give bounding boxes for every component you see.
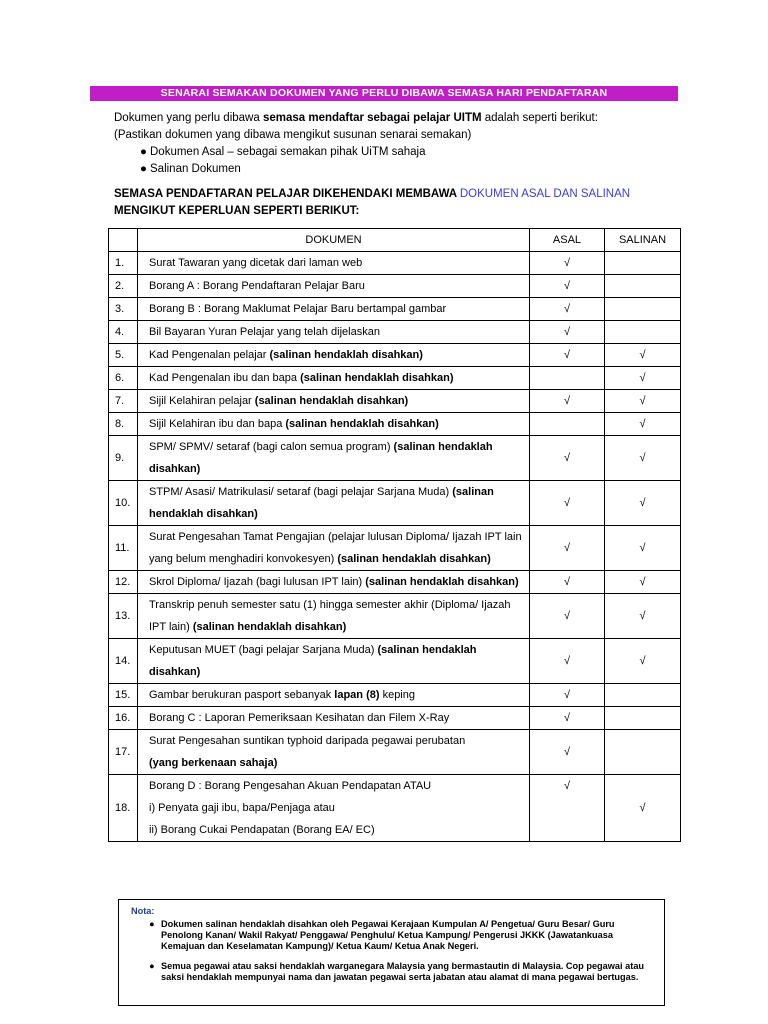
table-row xyxy=(109,639,681,684)
document-cell: Sijil Kelahiran ibu dan bapa (salinan hendaklah disahkan) xyxy=(138,413,530,436)
row-number: 1. xyxy=(109,252,138,275)
asal-check: √ xyxy=(530,707,605,730)
document-cell: Surat Tawaran yang dicetak dari laman web xyxy=(138,252,530,275)
salinan-check xyxy=(605,321,681,344)
asal-check: √ xyxy=(530,252,605,275)
salinan-check: √ xyxy=(605,481,681,526)
asal-check: √ xyxy=(530,275,605,298)
document-cell: Gambar berukuran pasport sebanyak lapan (8) keping xyxy=(138,684,530,707)
row-number: 7. xyxy=(109,390,138,413)
row-number: 8. xyxy=(109,413,138,436)
asal-check: √ xyxy=(530,321,605,344)
table-row xyxy=(109,684,681,707)
document-cell: SPM/ SPMV/ setaraf (bagi calon semua program) (salinan hendaklah disahkan) xyxy=(138,436,530,481)
page-title-banner: SENARAI SEMAKAN DOKUMEN YANG PERLU DIBAWA SEMASA HARI PENDAFTARAN xyxy=(90,86,678,101)
document-cell: Sijil Kelahiran pelajar (salinan hendaklah disahkan) xyxy=(138,390,530,413)
row-number: 9. xyxy=(109,436,138,481)
row-number: 4. xyxy=(109,321,138,344)
salinan-check: √ xyxy=(605,390,681,413)
asal-check: √ xyxy=(530,684,605,707)
document-cell: Transkrip penuh semester satu (1) hingga semester akhir (Diploma/ Ijazah IPT lain) (salinan hendaklah disahkan) xyxy=(138,594,530,639)
table-row xyxy=(109,730,681,775)
asal-check: √ xyxy=(530,594,605,639)
document-cell: Borang D : Borang Pengesahan Akuan Pendapatan ATAU i) Penyata gaji ibu, bapa/Penjaga atau ii) Borang Cukai Pendapatan (Borang EA/ EC) xyxy=(138,775,530,842)
requirement-text: SEMASA PENDAFTARAN PELAJAR DIKEHENDAKI MEMBAWA DOKUMEN ASAL DAN SALINAN MENGIKUT KEPERLUAN SEPERTI BERIKUT: xyxy=(114,188,631,217)
table-header-row xyxy=(109,229,681,252)
document-cell: Keputusan MUET (bagi pelajar Sarjana Muda) (salinan hendaklah disahkan) xyxy=(138,639,530,684)
requirement-highlight: DOKUMEN ASAL DAN SALINAN xyxy=(459,188,631,200)
table-row xyxy=(109,321,681,344)
table-row xyxy=(109,594,681,639)
salinan-check: √ xyxy=(605,571,681,594)
row-number: 16. xyxy=(109,707,138,730)
asal-check: √ xyxy=(530,639,605,684)
salinan-check: √ xyxy=(605,639,681,684)
table-row xyxy=(109,526,681,571)
header-asal: ASAL xyxy=(530,229,605,252)
bullet-icon: ● xyxy=(149,919,155,929)
table-row xyxy=(109,275,681,298)
asal-check: √ xyxy=(530,775,605,842)
row-number: 6. xyxy=(109,367,138,390)
asal-check: √ xyxy=(530,481,605,526)
salinan-check: √ xyxy=(605,775,681,842)
row-number: 10. xyxy=(109,481,138,526)
salinan-check: √ xyxy=(605,367,681,390)
salinan-check xyxy=(605,252,681,275)
salinan-check xyxy=(605,298,681,321)
salinan-check xyxy=(605,707,681,730)
asal-check: √ xyxy=(530,571,605,594)
intro-bullet-list xyxy=(114,144,694,178)
note-box xyxy=(118,899,665,1006)
document-cell: Skrol Diploma/ Ijazah (bagi lulusan IPT lain) (salinan hendaklah disahkan) xyxy=(138,571,530,594)
document-cell: Surat Pengesahan suntikan typhoid daripada pegawai perubatan (yang berkenaan sahaja) xyxy=(138,730,530,775)
asal-check xyxy=(530,367,605,390)
document-cell: STPM/ Asasi/ Matrikulasi/ setaraf (bagi pelajar Sarjana Muda) (salinan hendaklah disahkan) xyxy=(138,481,530,526)
table-row xyxy=(109,252,681,275)
salinan-check: √ xyxy=(605,436,681,481)
note-title: Nota: xyxy=(131,906,155,916)
intro-line-2: (Pastikan dokumen yang dibawa mengikut susunan senarai semakan) xyxy=(114,129,472,141)
row-number: 5. xyxy=(109,344,138,367)
header-no xyxy=(109,229,138,252)
table-row xyxy=(109,390,681,413)
table-row xyxy=(109,298,681,321)
table-row xyxy=(109,775,681,842)
list-item: ● Salinan Dokumen xyxy=(114,161,694,178)
row-number: 2. xyxy=(109,275,138,298)
document-checklist-table xyxy=(108,228,681,842)
asal-check: √ xyxy=(530,730,605,775)
asal-check xyxy=(530,413,605,436)
asal-check: √ xyxy=(530,298,605,321)
bullet-icon: ● xyxy=(140,146,147,158)
table-row xyxy=(109,344,681,367)
salinan-check: √ xyxy=(605,413,681,436)
row-number: 14. xyxy=(109,639,138,684)
table-row xyxy=(109,481,681,526)
table-row xyxy=(109,413,681,436)
document-cell: Borang A : Borang Pendaftaran Pelajar Baru xyxy=(138,275,530,298)
list-item: ● Semua pegawai atau saksi hendaklah warganegara Malaysia yang bermastautin di Malaysia. Cop pegawai atau saksi hendaklah mempunyai nama dan jawatan pegawai serta jabatan atau alamat di mana pegawai bertugas. xyxy=(149,961,645,982)
row-number: 3. xyxy=(109,298,138,321)
asal-check: √ xyxy=(530,344,605,367)
table-row xyxy=(109,707,681,730)
document-cell: Kad Pengenalan pelajar (salinan hendaklah disahkan) xyxy=(138,344,530,367)
row-number: 11. xyxy=(109,526,138,571)
asal-check: √ xyxy=(530,436,605,481)
bullet-icon: ● xyxy=(149,961,155,971)
table-row xyxy=(109,367,681,390)
asal-check: √ xyxy=(530,390,605,413)
document-cell: Borang B : Borang Maklumat Pelajar Baru bertampal gambar xyxy=(138,298,530,321)
salinan-check: √ xyxy=(605,526,681,571)
table-row xyxy=(109,436,681,481)
bullet-icon: ● xyxy=(140,163,147,175)
salinan-check xyxy=(605,684,681,707)
asal-check: √ xyxy=(530,526,605,571)
list-item: ● Dokumen Asal – sebagai semakan pihak UiTM sahaja xyxy=(114,144,694,161)
salinan-check: √ xyxy=(605,594,681,639)
salinan-check: √ xyxy=(605,344,681,367)
intro-section xyxy=(114,110,694,178)
table-row xyxy=(109,571,681,594)
row-number: 13. xyxy=(109,594,138,639)
row-number: 15. xyxy=(109,684,138,707)
row-number: 12. xyxy=(109,571,138,594)
row-number: 18. xyxy=(109,775,138,842)
row-number: 17. xyxy=(109,730,138,775)
document-cell: Kad Pengenalan ibu dan bapa (salinan hendaklah disahkan) xyxy=(138,367,530,390)
header-salinan: SALINAN xyxy=(605,229,681,252)
document-cell: Bil Bayaran Yuran Pelajar yang telah dijelaskan xyxy=(138,321,530,344)
header-dokumen: DOKUMEN xyxy=(138,229,530,252)
salinan-check xyxy=(605,730,681,775)
list-item: ● Dokumen salinan hendaklah disahkan oleh Pegawai Kerajaan Kumpulan A/ Pengetua/ Guru Besar/ Guru Penolong Kanan/ Wakil Rakyat/ Penggawa/ Penghulu/ Ketua Kampung/ Pengerusi JKKK (Jawatankuasa Kemajuan dan Keselamatan Kampung)/ Ketua Kaum/ Ketua Anak Negeri. xyxy=(149,919,615,951)
salinan-check xyxy=(605,275,681,298)
document-cell: Surat Pengesahan Tamat Pengajian (pelajar lulusan Diploma/ Ijazah IPT lain yang belum menghadiri konvokesyen) (salinan hendaklah disahkan) xyxy=(138,526,530,571)
document-cell: Borang C : Laporan Pemeriksaan Kesihatan dan Filem X-Ray xyxy=(138,707,530,730)
intro-line-1: Dokumen yang perlu dibawa semasa mendaftar sebagai pelajar UITM adalah seperti berikut: xyxy=(114,112,598,124)
